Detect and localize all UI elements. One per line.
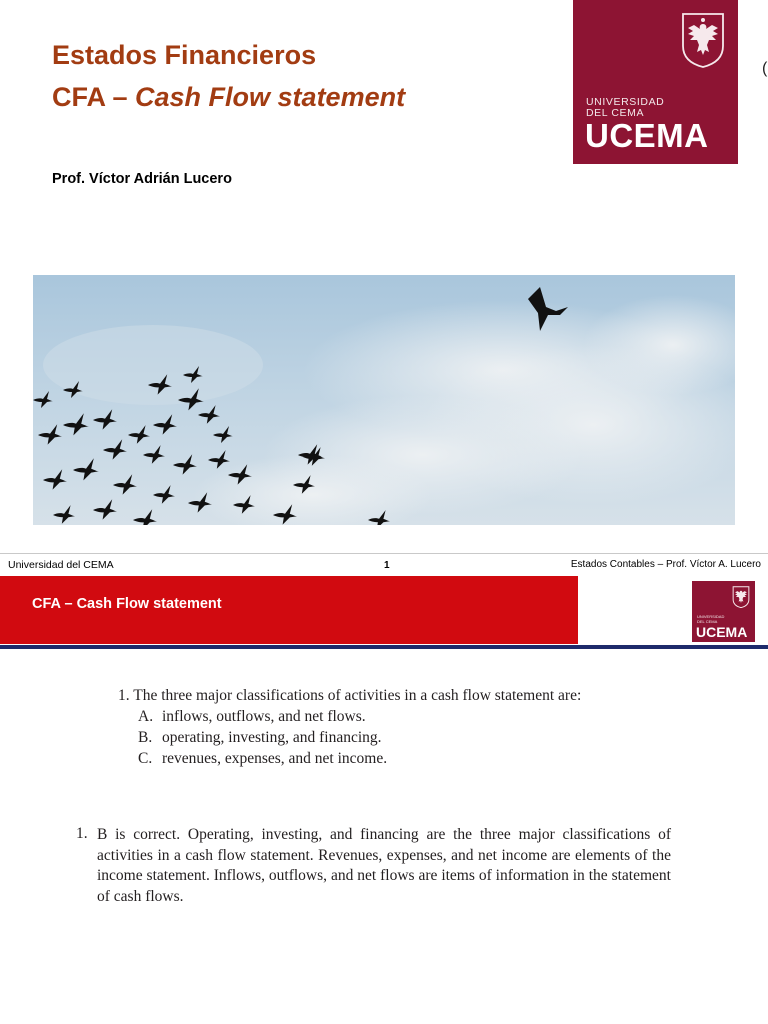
header-underline bbox=[0, 645, 768, 649]
slide-header-title: CFA – Cash Flow statement bbox=[32, 596, 222, 612]
option-b bbox=[138, 729, 382, 747]
option-text: revenues, expenses, and net income. bbox=[162, 750, 388, 767]
logo-wordmark: UCEMA bbox=[696, 624, 748, 640]
footer-page-number: 1 bbox=[384, 560, 390, 571]
edge-mark: ( bbox=[762, 60, 768, 77]
footer-course: Estados Contables – Prof. Víctor A. Lucero bbox=[570, 559, 761, 570]
ucema-logo bbox=[573, 0, 738, 164]
answer-number: 1. bbox=[76, 825, 88, 842]
title-prefix: CFA – bbox=[52, 82, 136, 112]
logo-university-text bbox=[586, 97, 664, 119]
footer-divider bbox=[0, 553, 768, 554]
logo-wordmark: UCEMA bbox=[585, 117, 709, 154]
birds-photo bbox=[33, 275, 735, 525]
title-italic: Cash Flow statement bbox=[135, 82, 406, 112]
option-a bbox=[138, 708, 366, 726]
eagle-crest-icon bbox=[679, 12, 727, 68]
option-text: operating, investing, and financing. bbox=[162, 729, 382, 746]
logo-line-1: UNIVERSIDAD bbox=[697, 614, 725, 619]
eagle-crest-icon bbox=[731, 586, 751, 608]
question-text: The three major classifications of activities in a cash flow statement are: bbox=[133, 687, 582, 704]
logo-line-2: DEL CEMA bbox=[697, 618, 718, 624]
option-letter: B. bbox=[138, 729, 153, 746]
logo-line-2: DEL CEMA bbox=[586, 107, 645, 119]
footer-university: Universidad del CEMA bbox=[8, 559, 114, 571]
option-text: inflows, outflows, and net flows. bbox=[162, 708, 366, 725]
option-c bbox=[138, 750, 387, 768]
slide-title-line-2 bbox=[52, 82, 405, 113]
option-letter: C. bbox=[138, 750, 153, 767]
logo-line-1: UNIVERSIDAD bbox=[586, 96, 665, 108]
birds-sky-image bbox=[33, 275, 735, 525]
answer-text: B is correct. Operating, investing, and financing are the three major classifications of activities in a cash flow statement. Revenues, expenses, and net income are elements of the income statement. Inflows, outflows, and net flows are items of information in the statement of cash flows. bbox=[97, 826, 671, 905]
question-stem bbox=[118, 687, 581, 705]
question-number: 1. bbox=[118, 687, 130, 704]
ucema-logo-small bbox=[692, 581, 755, 642]
professor-name: Prof. Víctor Adrián Lucero bbox=[52, 171, 232, 187]
option-letter: A. bbox=[138, 708, 154, 725]
slide-title-line-1: Estados Financieros bbox=[52, 40, 317, 70]
logo-university-text bbox=[697, 615, 724, 624]
